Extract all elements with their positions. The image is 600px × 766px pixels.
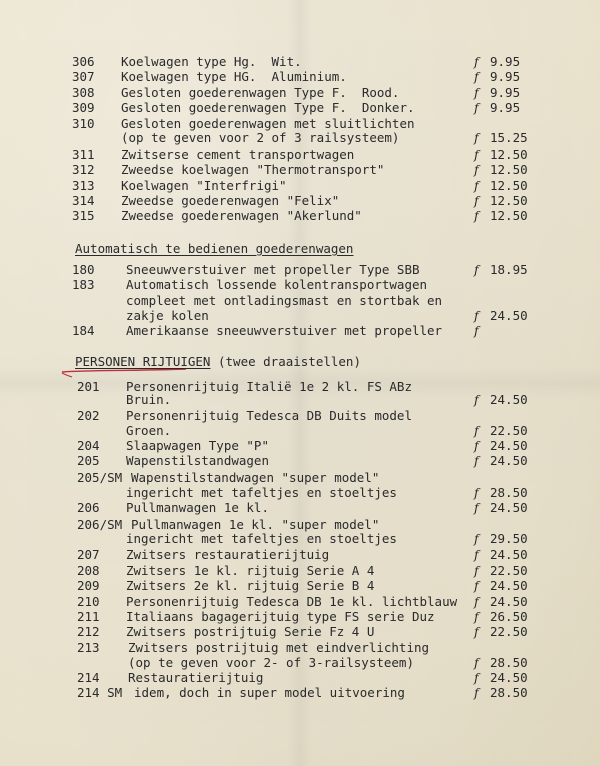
item-description: (op te geven voor 2 of 3 railsysteem): [121, 130, 400, 145]
list-item: [0, 517, 600, 532]
item-description: Koelwagen type Hg. Wit.: [121, 54, 302, 69]
item-description: Groen.: [126, 423, 172, 438]
item-number: 315: [72, 208, 95, 223]
item-number: 206/SM: [77, 517, 123, 532]
item-description: Gesloten goederenwagen met sluitlichten: [121, 116, 415, 131]
item-description: Gesloten goederenwagen Type F. Rood.: [121, 85, 400, 100]
currency-symbol: f: [474, 54, 479, 69]
item-description: idem, doch in super model uitvoering: [134, 685, 405, 700]
item-number: 212: [77, 624, 100, 639]
currency-symbol: f: [474, 500, 479, 515]
currency-symbol: f: [474, 438, 479, 453]
item-description: Wapenstilstandwagen "super model": [131, 470, 380, 485]
currency-symbol: f: [474, 392, 479, 407]
item-description: Personenrijtuig Tedesca DB Duits model: [126, 408, 412, 423]
item-description: Restauratierijtuig: [128, 670, 264, 685]
item-price: 15.25: [490, 130, 528, 145]
currency-symbol: f: [474, 162, 479, 177]
currency-symbol: f: [474, 624, 479, 639]
item-description: Zweedse koelwagen "Thermotransport": [121, 162, 385, 177]
item-description: Wapenstilstandwagen: [126, 453, 269, 468]
item-description: ingericht met tafeltjes en stoeltjes: [126, 531, 397, 546]
item-number: 180: [72, 262, 95, 277]
item-description: Zwitsers 1e kl. rijtuig Serie A 4: [126, 563, 375, 578]
item-description: Slaapwagen Type "P": [126, 438, 269, 453]
item-number: 201: [77, 379, 100, 394]
item-price: 24.50: [490, 578, 528, 593]
item-price: 24.50: [490, 594, 528, 609]
list-item: [0, 54, 600, 69]
currency-symbol: f: [474, 130, 479, 145]
item-number: 183: [72, 277, 95, 292]
item-price: 24.50: [490, 453, 528, 468]
item-number: 205: [77, 453, 100, 468]
currency-symbol: f: [474, 193, 479, 208]
item-number: 311: [72, 147, 95, 162]
item-number: 306: [72, 54, 95, 69]
currency-symbol: f: [474, 323, 479, 338]
list-item: [0, 670, 600, 685]
item-number: 312: [72, 162, 95, 177]
currency-symbol: f: [474, 485, 479, 500]
currency-symbol: f: [474, 609, 479, 624]
list-item: [0, 423, 600, 438]
item-price: 9.95: [490, 85, 521, 100]
list-item: [0, 408, 600, 423]
item-description: Bruin.: [126, 392, 172, 407]
item-description: Sneeuwverstuiver met propeller Type SBB: [126, 262, 420, 277]
item-price: 12.50: [490, 193, 528, 208]
list-item: [0, 453, 600, 468]
item-price: 9.95: [490, 100, 521, 115]
item-number: 314: [72, 193, 95, 208]
item-description: zakje kolen: [126, 308, 209, 323]
list-item: [0, 208, 600, 223]
list-item: [0, 323, 600, 338]
list-item: [0, 69, 600, 84]
item-number: 308: [72, 85, 95, 100]
list-item: [0, 277, 600, 292]
item-number: 206: [77, 500, 100, 515]
list-item: [0, 116, 600, 131]
list-item: [0, 624, 600, 639]
list-item: [0, 100, 600, 115]
section-heading-text: Automatisch te bedienen goederenwagen: [75, 241, 354, 256]
item-number: 313: [72, 178, 95, 193]
list-item: [0, 130, 600, 145]
item-description: Personenrijtuig Tedesca DB 1e kl. lichtblauw: [126, 594, 458, 609]
currency-symbol: f: [474, 453, 479, 468]
currency-symbol: f: [474, 147, 479, 162]
item-number: 207: [77, 547, 100, 562]
item-description: Zwitsers restauratierijtuig: [126, 547, 330, 562]
item-description: Italiaans bagagerijtuig type FS serie Duz: [126, 609, 435, 624]
item-description: Personenrijtuig Italië 1e 2 kl. FS ABz: [126, 379, 412, 394]
list-item: [0, 578, 600, 593]
item-price: 24.50: [490, 308, 528, 323]
list-item: [0, 308, 600, 323]
list-item: [0, 147, 600, 162]
item-number: 213: [77, 640, 100, 655]
item-description: Pullmanwagen 1e kl. "super model": [131, 517, 380, 532]
list-item: [0, 609, 600, 624]
item-description: Zwitsers 2e kl. rijtuig Serie B 4: [126, 578, 375, 593]
currency-symbol: f: [474, 69, 479, 84]
item-price: 24.50: [490, 547, 528, 562]
currency-symbol: f: [474, 547, 479, 562]
list-item: [0, 392, 600, 407]
item-number: 184: [72, 323, 95, 338]
item-description: compleet met ontladingsmast en stortbak en: [126, 293, 443, 308]
list-item: [0, 485, 600, 500]
section-heading-text: PERSONEN RIJTUIGEN: [75, 354, 211, 369]
item-price: 12.50: [490, 147, 528, 162]
item-price: 22.50: [490, 624, 528, 639]
item-price: 24.50: [490, 500, 528, 515]
list-item: [0, 640, 600, 655]
item-description: Zweedse goederenwagen "Akerlund": [121, 208, 362, 223]
currency-symbol: f: [474, 100, 479, 115]
item-price: 12.50: [490, 208, 528, 223]
item-number: 310: [72, 116, 95, 131]
item-price: 9.95: [490, 69, 521, 84]
list-item: [0, 563, 600, 578]
item-price: 9.95: [490, 54, 521, 69]
list-item: [0, 262, 600, 277]
item-description: Pullmanwagen 1e kl.: [126, 500, 269, 515]
item-description: Automatisch lossende kolentransportwagen: [126, 277, 428, 292]
currency-symbol: f: [474, 578, 479, 593]
item-description: Koelwagen "Interfrigi": [121, 178, 287, 193]
item-description: ingericht met tafeltjes en stoeltjes: [126, 485, 397, 500]
currency-symbol: f: [474, 208, 479, 223]
item-price: 12.50: [490, 162, 528, 177]
item-description: Gesloten goederenwagen Type F. Donker.: [121, 100, 415, 115]
item-price: 18.95: [490, 262, 528, 277]
list-item: [0, 193, 600, 208]
item-description: Zwitsers postrijtuig Serie Fz 4 U: [126, 624, 375, 639]
currency-symbol: f: [474, 423, 479, 438]
item-description: Zweedse goederenwagen "Felix": [121, 193, 340, 208]
currency-symbol: f: [474, 655, 479, 670]
item-price: 24.50: [490, 392, 528, 407]
item-price: 22.50: [490, 563, 528, 578]
item-description: Koelwagen type HG. Aluminium.: [121, 69, 347, 84]
item-price: 22.50: [490, 423, 528, 438]
item-number: 208: [77, 563, 100, 578]
item-price: 28.50: [490, 485, 528, 500]
item-number: 307: [72, 69, 95, 84]
section-heading: [75, 241, 353, 256]
currency-symbol: f: [474, 594, 479, 609]
item-price: 24.50: [490, 438, 528, 453]
currency-symbol: f: [474, 685, 479, 700]
item-price: 26.50: [490, 609, 528, 624]
item-number: 209: [77, 578, 100, 593]
list-item: [0, 547, 600, 562]
list-item: [0, 470, 600, 485]
list-item: [0, 85, 600, 100]
list-item: [0, 162, 600, 177]
item-price: 28.50: [490, 685, 528, 700]
item-number: 211: [77, 609, 100, 624]
currency-symbol: f: [474, 178, 479, 193]
item-number: 202: [77, 408, 100, 423]
section-heading-suffix: (twee draaistellen): [210, 354, 361, 369]
currency-symbol: f: [474, 670, 479, 685]
currency-symbol: f: [474, 563, 479, 578]
list-item: [0, 293, 600, 308]
item-number: 204: [77, 438, 100, 453]
item-description: Zwitsers postrijtuig met eindverlichting: [128, 640, 430, 655]
list-item: [0, 500, 600, 515]
item-description: (op te geven voor 2- of 3-railsysteem): [128, 655, 414, 670]
list-item: [0, 685, 600, 700]
item-price: 24.50: [490, 670, 528, 685]
list-item: [0, 655, 600, 670]
item-number: 214 SM: [77, 685, 123, 700]
list-item: [0, 178, 600, 193]
item-price: 12.50: [490, 178, 528, 193]
currency-symbol: f: [474, 262, 479, 277]
item-price: 29.50: [490, 531, 528, 546]
list-item: [0, 594, 600, 609]
currency-symbol: f: [474, 531, 479, 546]
item-number: 205/SM: [77, 470, 123, 485]
item-description: Zwitserse cement transportwagen: [121, 147, 355, 162]
item-number: 309: [72, 100, 95, 115]
item-price: 28.50: [490, 655, 528, 670]
item-number: 214: [77, 670, 100, 685]
item-number: 210: [77, 594, 100, 609]
item-description: Amerikaanse sneeuwverstuiver met propeller: [126, 323, 443, 338]
currency-symbol: f: [474, 308, 479, 323]
currency-symbol: f: [474, 85, 479, 100]
list-item: [0, 531, 600, 546]
list-item: [0, 438, 600, 453]
section-heading: [75, 354, 361, 369]
